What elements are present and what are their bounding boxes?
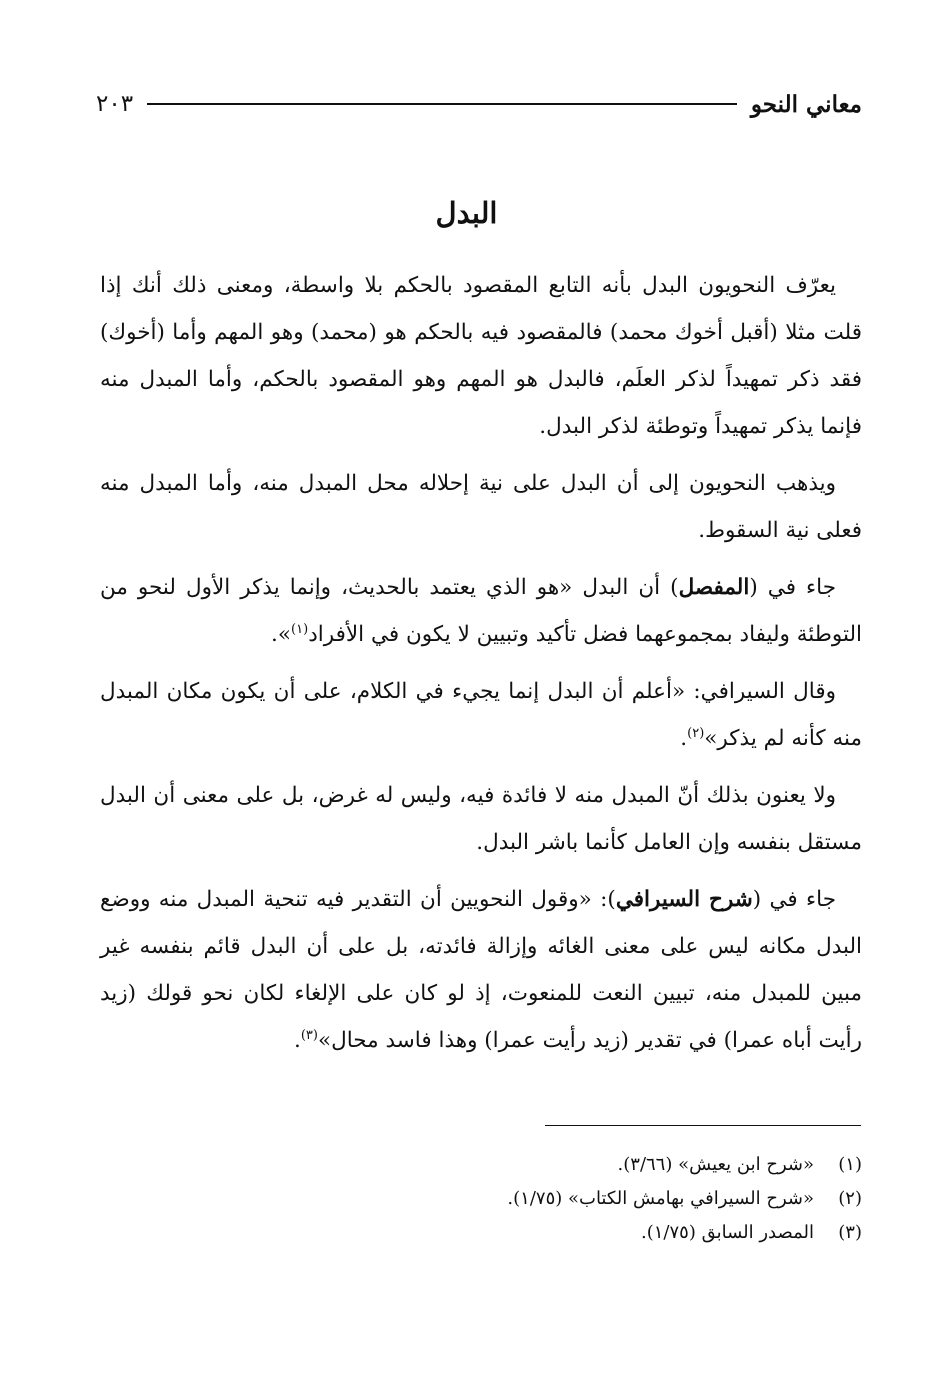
footnote-text: المصدر السابق (١/٧٥). xyxy=(641,1222,814,1243)
paragraph-6 xyxy=(100,876,862,1064)
page-number: ٢٠٣ xyxy=(96,91,134,117)
footnote-separator xyxy=(545,1125,861,1126)
paragraph-4-end: . xyxy=(680,726,688,751)
footnote-2 xyxy=(100,1182,862,1216)
paragraph-5: ولا يعنون بذلك أنّ المبدل منه لا فائدة فيه، وليس له غرض، بل على معنى أن البدل مستقل بنفسه وإن العامل كأنما باشر البدل. xyxy=(100,783,862,855)
footnote-number: (٣) xyxy=(838,1222,862,1243)
footnotes-list xyxy=(100,1148,862,1250)
header-rule xyxy=(147,103,737,105)
running-head xyxy=(96,84,862,124)
section-title: البدل xyxy=(435,196,498,230)
paragraph-3 xyxy=(100,564,862,658)
paragraph-6-text: جاء في ( xyxy=(752,887,836,912)
running-title: معاني النحو xyxy=(750,90,862,118)
body-text xyxy=(100,262,862,1074)
book-title-sharh-sirafi: شرح السيرافي xyxy=(615,887,753,912)
footnote-text: «شرح السيرافي بهامش الكتاب» (١/٧٥). xyxy=(507,1188,814,1209)
paragraph-4-text: وقال السيرافي: «أعلم أن البدل إنما يجيء في الكلام، على أن يكون مكان المبدل منه كأنه لم يذكر» xyxy=(100,679,862,751)
paragraph-3-end: ». xyxy=(271,622,292,647)
book-title-mufassal: المفصل xyxy=(678,575,750,600)
footnote-ref-3[interactable]: (٣) xyxy=(300,1027,318,1043)
paragraph-6-quote: ): «وقول النحويين أن التقدير فيه تنحية المبدل منه ووضع البدل مكانه ليس على معنى الغائه وإزالة فائدته، بل على أن البدل قائم بنفسه غير مبين للمبدل منه، تبيين النعت للمنعوت، إذ لو كان على الإلغاء لكان نحو قولك (زيد رأيت أباه عمرا) في تقدير (زيد رأيت عمرا) وهذا فاسد محال» xyxy=(100,887,862,1053)
footnote-text: «شرح ابن يعيش» (٣/٦٦). xyxy=(617,1154,814,1175)
footnote-number: (٢) xyxy=(838,1188,862,1209)
footnote-3 xyxy=(100,1216,862,1250)
paragraph-3-quote: ) أن البدل «هو الذي يعتمد بالحديث، وإنما يذكر الأول لنحو من التوطئة وليفاد بمجموعهما فضل تأكيد وتبيين لا يكون في الأفراد xyxy=(100,575,862,647)
footnote-1 xyxy=(100,1148,862,1182)
footnote-number: (١) xyxy=(838,1154,862,1175)
paragraph-1: يعرّف النحويون البدل بأنه التابع المقصود بالحكم بلا واسطة، ومعنى ذلك أنك إذا قلت مثلا (أقبل أخوك محمد) فالمقصود فيه بالحكم هو (محمد) وهو المهم وأما (أخوك) فقد ذكر تمهيداً لذكر العلَم، فالبدل هو المهم وهو المقصود بالحكم، وأما المبدل منه فإنما يذكر تمهيداً وتوطئة لذكر البدل. xyxy=(100,273,862,439)
paragraph-3-text: جاء في ( xyxy=(749,575,836,600)
paragraph-4 xyxy=(100,668,862,762)
paragraph-6-end: . xyxy=(293,1028,301,1053)
footnote-ref-2[interactable]: (٢) xyxy=(687,725,705,741)
footnote-ref-1[interactable]: (١) xyxy=(291,621,309,637)
paragraph-2: ويذهب النحويون إلى أن البدل على نية إحلاله محل المبدل منه، وأما المبدل منه فعلى نية السقوط. xyxy=(100,471,862,543)
